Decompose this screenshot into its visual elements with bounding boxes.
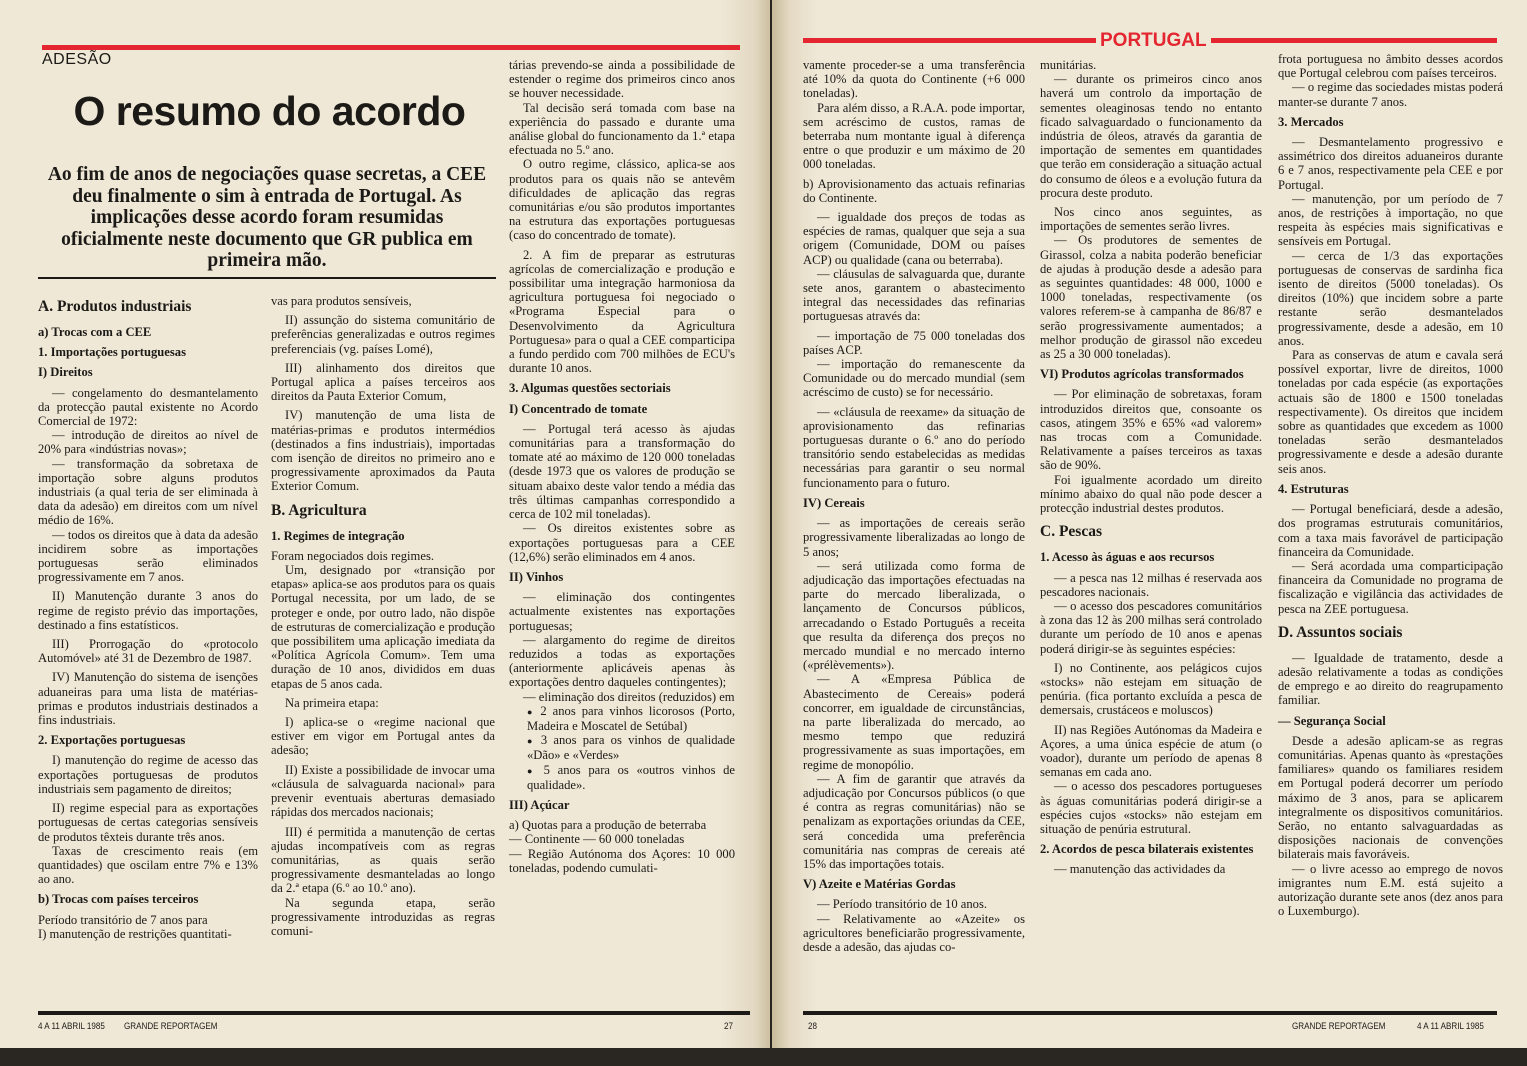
paragraph: III) Prorrogação do «protocolo Automóvel» até 31 de Dezembro de 1987. [38, 637, 258, 666]
subheading: 2. Acordos de pesca bilaterais existentes [1040, 842, 1254, 857]
paragraph: — as importações de cereais serão progressivamente liberalizadas ao longo de 5 anos; [803, 516, 1025, 559]
subheading: a) Trocas com a CEE [38, 325, 152, 339]
footer-magazine: GRANDE REPORTAGEM [1292, 1021, 1386, 1032]
subheading: III) Açúcar [509, 797, 570, 812]
subheading: IV) Cereais [803, 495, 865, 510]
footer-magazine: GRANDE REPORTAGEM [124, 1021, 218, 1032]
paragraph: I) manutenção do regime de acesso das exportações portuguesas de produtos industriais sem pagamento de direitos; [38, 753, 258, 796]
article-lead: Ao fim de anos de negociações quase secretas, a CEE deu finalmente o sim à entrada de Portugal. As implicações desse acordo foram resumidas oficialmente neste documento que GR publica em primeira mão. [47, 164, 487, 271]
paragraph: — A fim de garantir que através da adjudicação por Concursos públicos (o que é contra as regras comunitárias) não se penalizam as exportações oriundas da CEE, será concedida uma preferência comunitária nas compras de cereais até 15% das importações totais. [803, 771, 1025, 871]
paragraph: I) no Continente, aos pelágicos cujos «stocks» não estejam em situação de penúria. (fica portanto excluída a pesca de demersais, crustáceos e moluscos) [1040, 660, 1262, 718]
subheading: 3. Algumas questões sectoriais [509, 381, 671, 396]
paragraph: vamente proceder-se a uma transferência até 10% da quota do Continente (+6 000 toneladas). [803, 58, 1025, 101]
section-banner: PORTUGAL [1096, 30, 1211, 52]
paragraph: — Portugal terá acesso às ajudas comunitárias para a transformação do tomate até ao máximo de 120 000 toneladas (desde 1973 que os valores de produção se situam abaixo deste valor tendo a média das três últimas campanhas correspondido a cerca de 102 mil toneladas). [509, 421, 735, 522]
paragraph: Período transitório de 7 anos para [38, 912, 208, 927]
paragraph: Foi igualmente acordado um direito mínimo abaixo do qual não pode descer a protecção industrial destes produtos. [1040, 472, 1262, 516]
paragraph: O outro regime, clássico, aplica-se aos produtos para os quais não se antevêm dificuldades de aplicação das regras comunitárias e/ou são produtos importantes na estrutura das exportações portuguesas (caso do concentrado de tomate). [509, 157, 735, 243]
paragraph: Na primeira etapa: [285, 695, 379, 710]
paragraph: II) assunção do sistema comunitário de preferências generalizadas e outros regimes preferenciais (vg. países Lomé), [271, 313, 495, 356]
footer-rule [803, 1011, 1497, 1015]
subheading: II) Vinhos [509, 569, 564, 584]
page-number: 27 [724, 1021, 733, 1032]
paragraph: — importação de 75 000 toneladas dos países ACP. [803, 328, 1025, 357]
paragraph: — Desmantelamento progressivo e assimétrico dos direitos aduaneiros durante 6 e 7 anos, respectivamente pela CEE e por Portugal. [1278, 135, 1503, 192]
paragraph: — Portugal beneficiará, desde a adesão, dos programas estruturais comunitários, com a taxa mais favorável de participação financeira da Comunidade. [1278, 502, 1503, 559]
paragraph: II) regime especial para as exportações portuguesas de certas categorias sensíveis de produtos têxteis durante três anos. [38, 801, 258, 844]
text-column-5 [1040, 58, 1262, 877]
paragraph: — Relativamente ao «Azeite» os agricultores beneficiarão progressivamente, desde a adesão, das ajudas co- [803, 911, 1025, 954]
paragraph: — Região Autónoma dos Açores: 10 000 toneladas, podendo cumulati- [509, 846, 735, 875]
section-heading: B. Agricultura [271, 501, 367, 519]
section-heading: A. Produtos industriais [38, 298, 192, 315]
section-heading: D. Assuntos sociais [1278, 623, 1403, 641]
paragraph: — Período transitório de 10 anos. [817, 897, 987, 912]
subheading: — Segurança Social [1278, 713, 1386, 728]
paragraph: — o acesso dos pescadores portugueses às águas comunitárias poderá dirigir-se a espécies cujos «stocks» não estejam em situação de penúria estrutural. [1040, 779, 1262, 836]
paragraph: — igualdade dos preços de todas as espécies de ramas, qualquer que seja a sua origem (Comunidade, DOM ou países ACP) ou qualidade (cana ou beterraba). [803, 210, 1025, 267]
text-column-6 [1278, 52, 1503, 918]
paragraph: — Será acordada uma comparticipação financeira da Comunidade no programa de fiscalização e vigilância das actividades de pesca na ZEE portuguesa. [1278, 558, 1503, 616]
text-column-3 [509, 58, 735, 875]
subheading: I) Concentrado de tomate [509, 401, 648, 416]
paragraph: IV) manutenção de uma lista de matérias-primas e produtos intermédios (destinados a fins industriais), importadas com isenção de direitos no primeiro ano e progressivamente aproximados da Pauta Exterior Comum. [271, 408, 495, 494]
subheading: V) Azeite e Matérias Gordas [803, 877, 956, 892]
subheading: VI) Produtos agrícolas transformados [1040, 367, 1244, 382]
bullet-item: ● 2 anos para vinhos licorosos (Porto, Madeira e Moscatel de Setúbal) [509, 704, 735, 733]
left-page [0, 0, 770, 1048]
paragraph: — todos os direitos que à data da adesão incidirem sobre as importações portuguesas serão eliminados progressivamente em 7 anos. [38, 527, 258, 585]
paragraph: Na segunda etapa, serão progressivamente introduzidas as regras comuni- [271, 895, 495, 938]
bullet-item: ● 5 anos para os «outros vinhos de qualidade». [509, 763, 735, 792]
paragraph: — cláusulas de salvaguarda que, durante sete anos, garantem o abastecimento integral das necessidades das refinarias portuguesas através da: [803, 266, 1025, 324]
paragraph: — cerca de 1/3 das exportações portuguesas de conservas de sardinha fica isento de direitos (5000 toneladas). Os direitos (10%) que incidem sobre a parte restante serão desmantelados progressivamente, desde a adesão, em 10 anos. [1278, 248, 1503, 348]
text-column-4 [803, 58, 1025, 954]
paragraph: — o regime das sociedades mistas poderá manter-se durante 7 anos. [1278, 80, 1503, 109]
subheading: 3. Mercados [1278, 114, 1344, 129]
paragraph: — importação do remanescente da Comunidade ou do mercado mundial (sem acréscimo de custo) se for necessário. [803, 357, 1025, 400]
paragraph: — a pesca nas 12 milhas é reservada aos pescadores nacionais. [1040, 570, 1262, 599]
paragraph: — introdução de direitos ao nível de 20% para «indústrias novas»; [38, 428, 258, 457]
paragraph: — será utilizada como forma de adjudicação das importações efectuadas na parte do mercado liberalizada, o lançamento de Concursos públicos, arrecadando o Estado Português a receita que resulta da diferença dos preços no mercado mundial e no mercado interno («prélèvements»). [803, 558, 1025, 673]
footer-rule [38, 1011, 750, 1015]
paragraph: — manutenção, por um período de 7 anos, de restrições à importação, no que respeita às espécies mais significativas e sensíveis em Portugal. [1278, 191, 1503, 249]
subheading: 1. Acesso às águas e aos recursos [1040, 550, 1215, 565]
subheading: 1. Importações portuguesas [38, 345, 186, 360]
paragraph: — Continente — 60 000 toneladas [509, 832, 685, 847]
paragraph: munitárias. [1040, 58, 1097, 72]
paragraph: tárias prevendo-se ainda a possibilidade de estender o regime dos primeiros cinco anos se houver necessidade. [509, 58, 735, 101]
section-heading: C. Pescas [1040, 523, 1102, 541]
lead-divider [38, 277, 496, 279]
paragraph: — A «Empresa Pública de Abastecimento de Cereais» poderá concorrer, em igualdade de circunstâncias, na parte liberalizada do mercado, ao mesmo tempo que reduzirá progressivamente as suas importações, em regime de monopólio. [803, 672, 1025, 772]
paragraph: — eliminação dos contingentes actualmente existentes nas exportações portuguesas; [509, 590, 735, 633]
paragraph: — Os produtores de sementes de Girassol, colza a nabita poderão beneficiar de ajudas à produção desde a adesão para as seguintes quantidades: 48 000, 1000 e 1000 toneladas, respectivamente (os valores referem-se à campanha de 86/87 e serão progressivamente aumentados; a melhor produção de girassol não excedeu as 25 a 30 000 toneladas). [1040, 233, 1262, 362]
text-column-2 [271, 294, 495, 938]
text-column-1 [38, 290, 258, 941]
paragraph: — o acesso dos pescadores comunitários à zona das 12 às 200 milhas será controlado durante um período de 10 anos e apenas poderá dirigir-se às seguintes espécies: [1040, 598, 1262, 656]
paragraph: — transformação da sobretaxa de importação sobre alguns produtos industriais (a qual teria de ser eliminada à data da adesão) em direitos com um nível médio de 16%. [38, 456, 258, 528]
paragraph: — o livre acesso ao emprego de novos imigrantes num E.M. está sujeito a autorização durante sete anos (dez anos para o Luxemburgo). [1278, 861, 1503, 919]
paragraph: Foram negociados dois regimes. [271, 548, 434, 563]
paragraph: — eliminação dos direitos (reduzidos) em [523, 689, 735, 704]
paragraph: vas para produtos sensíveis, [271, 294, 412, 308]
page-number: 28 [808, 1021, 817, 1032]
paragraph: — Igualdade de tratamento, desde a adesão relativamente a todas as condições de emprego e ao direito do reagrupamento familiar. [1278, 650, 1503, 708]
paragraph: Desde a adesão aplicam-se as regras comunitárias. Apenas quanto às «prestações familiares» quando os familiares residem em Portugal poderá decorrer um período máximo de 3 anos, para se aplicarem integralmente os dispositivos comunitários. Serão, no entanto salvaguardadas as disposições nacionais de convenções bilaterais mais favoráveis. [1278, 733, 1503, 862]
paragraph: I) manutenção de restrições quantitati- [38, 926, 232, 941]
paragraph: — Os direitos existentes sobre as exportações portuguesas para a CEE (12,6%) serão eliminados em 4 anos. [509, 521, 735, 564]
paragraph: III) alinhamento dos direitos que Portugal aplica a países terceiros aos direitos da Pauta Exterior Comum, [271, 360, 495, 404]
red-header-rule [42, 45, 740, 50]
paragraph: — «cláusula de reexame» da situação de aprovisionamento das refinarias portuguesas durante o 6.º ano do período transitório sendo estabelecidas as medidas necessárias para garantir o seu normal funcionamento para o futuro. [803, 404, 1025, 490]
paragraph: b) Aprovisionamento das actuais refinarias do Continente. [803, 176, 1025, 205]
paragraph: II) Manutenção durante 3 anos do regime de registo prévio das importações, destinado a fins estatísticos. [38, 589, 258, 632]
paragraph: — manutenção das actividades da [1054, 862, 1226, 877]
paragraph: Um, designado por «transição por etapas» aplica-se aos produtos para os quais Portugal necessita, por um lado, de se proteger e onde, por outro lado, não dispõe de estruturas de comercialização e produção que possibilitem uma aplicação imediata da «Política Agrícola Comum». Tem uma duração de 10 anos, divididos em duas etapas de 5 anos cada. [271, 563, 495, 691]
paragraph: Taxas de crescimento reais (em quantidades) que oscilam entre 7% e 13% ao ano. [38, 843, 258, 887]
footer-date: 4 A 11 ABRIL 1985 [38, 1021, 105, 1032]
section-tag: ADESÃO [42, 51, 112, 68]
paragraph: II) Existe a possibilidade de invocar uma «cláusula de salvaguarda nacional» para prevenir eventuais aberturas demasiado rápidas dos mercados nacionais; [271, 762, 495, 820]
footer-date: 4 A 11 ABRIL 1985 [1417, 1021, 1484, 1032]
subheading: 1. Regimes de integração [271, 528, 405, 543]
paragraph: II) nas Regiões Autónomas da Madeira e Açores, a uma única espécie de atum (o voador), durante um período de apenas 8 semanas em cada ano. [1040, 722, 1262, 780]
subheading: b) Trocas com países terceiros [38, 892, 199, 907]
subheading: 2. Exportações portuguesas [38, 733, 186, 748]
paragraph: Tal decisão será tomada com base na experiência do passado e durante uma análise global do funcionamento da 1.ª etapa efectuada no 5.º ano. [509, 100, 735, 158]
paragraph: Para as conservas de atum e cavala será possível exportar, livre de direitos, 1000 toneladas por cada espécie (as exportações actuais são de 1800 e 1500 toneladas respectivamente). Os direitos que incidem sobre as quantidades que excedem as 1000 toneladas serão desmantelados progressivamente e desde a adesão durante seis anos. [1278, 348, 1503, 476]
paragraph: Para além disso, a R.A.A. pode importar, sem acréscimo de custos, ramas de beterraba num montante igual à diferença entre o que produzir e um máximo de 20 000 toneladas. [803, 100, 1025, 172]
paragraph: — alargamento do regime de direitos reduzidos a todas as exportações (anteriormente aplicáveis apenas às exportações dentro daqueles contingentes); [509, 632, 735, 690]
article-title: O resumo do acordo [73, 88, 466, 134]
paragraph: — durante os primeiros cinco anos haverá um controlo da importação de sementes oleaginosas tendo no entanto ficado salvaguardado o funcionamento da indústria de óleos, através da garantia de importação de sementes em quantidades que terão em consideração a situação actual do consumo de óleos e a evolução futura da procura deste produto. [1040, 72, 1262, 200]
paragraph: — congelamento do desmantelamento da protecção pautal existente no Acordo Comercial de 1972: [38, 385, 258, 429]
paragraph: — Por eliminação de sobretaxas, foram introduzidos direitos que, consoante os casos, atingem 35% e 65% «ad valorem» nas trocas com a Comunidade. Relativamente a países terceiros as taxas são de 90%. [1040, 387, 1262, 473]
paragraph: a) Quotas para a produção de beterraba [509, 818, 707, 833]
paragraph: frota portuguesa no âmbito desses acordos que Portugal celebrou com países terceiros. [1278, 52, 1503, 81]
bullet-item: ● 3 anos para os vinhos de qualidade «Dão» e «Verdes» [509, 733, 735, 762]
paragraph: III) é permitida a manutenção de certas ajudas incompatíveis com as regras comunitárias, as quais serão progressivamente desmanteladas ao longo da 2.ª etapa (6.º ao 10.º ano). [271, 824, 495, 896]
paragraph: 2. A fim de preparar as estruturas agrícolas de comercialização e produção e possibilitar uma integração harmoniosa da agricultura portuguesa foi negociado o «Programa Especial para o Desenvolvimento da Agricultura Portuguesa» para o qual a CEE comparticipa a fundo perdido com 700 milhões de ECU's durante 10 anos. [509, 247, 735, 376]
paragraph: Nos cinco anos seguintes, as importações de sementes serão livres. [1040, 205, 1262, 234]
subheading: 4. Estruturas [1278, 481, 1349, 496]
paragraph: I) aplica-se o «regime nacional que estiver em vigor em Portugal antes da adesão; [271, 715, 495, 758]
paragraph: IV) Manutenção do sistema de isenções aduaneiras para uma lista de matérias-primas e produtos industriais destinados a fins industriais. [38, 670, 258, 728]
subheading: I) Direitos [38, 365, 93, 380]
